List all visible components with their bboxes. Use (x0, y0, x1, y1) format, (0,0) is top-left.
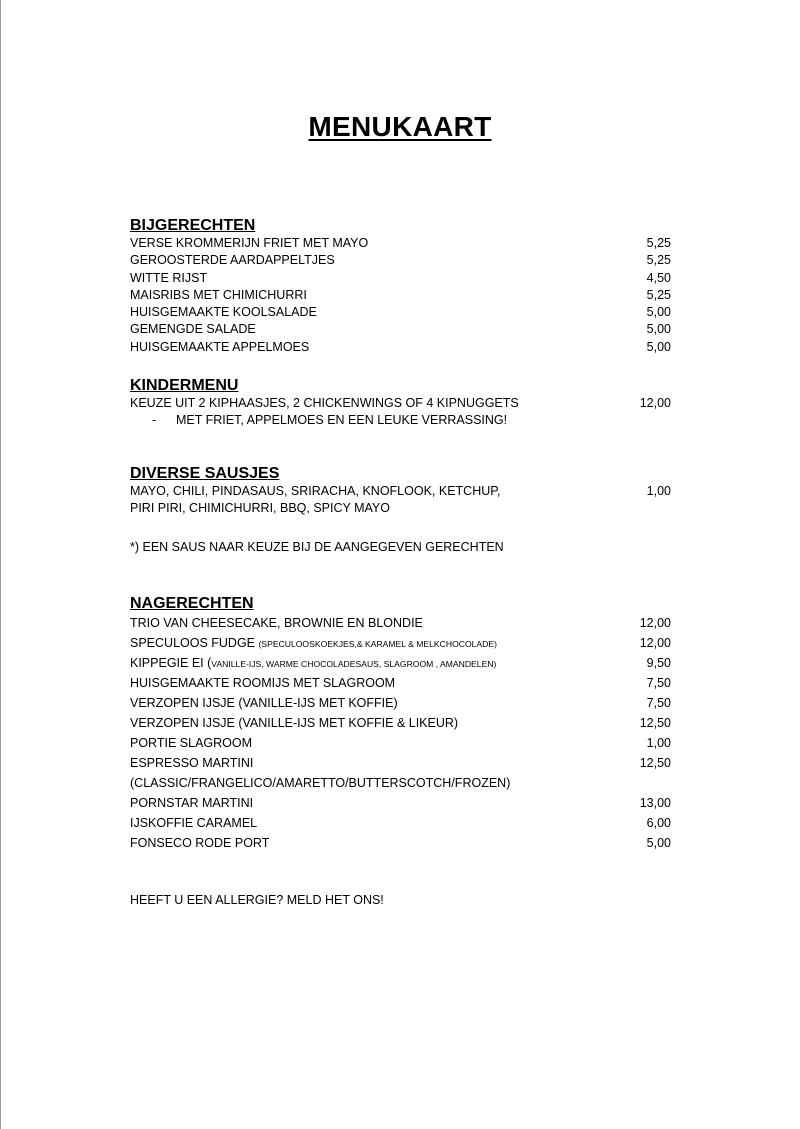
item-name: ESPRESSO MARTINI (130, 756, 254, 770)
menu-item (130, 252, 675, 269)
item-detail: VANILLE-IJS, WARME CHOCOLADESAUS, SLAGROOM , AMANDELEN) (211, 659, 497, 669)
menu-item (130, 713, 675, 733)
menu-item (130, 693, 675, 713)
menu-item (130, 833, 675, 853)
menu-item (130, 633, 675, 653)
item-price: 7,50 (646, 676, 671, 690)
item-price: 1,00 (646, 484, 671, 498)
allergy-notice: HEEFT U EEN ALLERGIE? MELD HET ONS! (130, 893, 384, 907)
item-name: GEROOSTERDE AARDAPPELTJES (130, 253, 335, 268)
item-price: 9,50 (646, 656, 671, 670)
item-name: SPECULOOS FUDGE (130, 636, 259, 650)
item-price: 12,00 (639, 636, 671, 650)
menu-item (130, 773, 675, 793)
section-bijgerechten (130, 217, 675, 356)
section-kindermenu (130, 377, 675, 430)
item-price: 5,00 (646, 322, 671, 337)
menu-item (130, 235, 675, 252)
menu-item (130, 653, 675, 673)
section-heading: NAGERECHTEN (130, 595, 254, 612)
item-name: KEUZE UIT 2 KIPHAASJES, 2 CHICKENWINGS OF 4 KIPNUGGETS (130, 396, 519, 410)
menu-item (130, 483, 675, 500)
menu-item (130, 395, 675, 412)
sauzen-line-2-row (130, 500, 675, 517)
item-price: 6,00 (646, 816, 671, 830)
section-heading: BIJGERECHTEN (130, 217, 256, 234)
item-price: 5,25 (646, 253, 671, 268)
sauzen-line-1: MAYO, CHILI, PINDASAUS, SRIRACHA, KNOFLOOK, KETCHUP, (130, 484, 501, 498)
menu-item (130, 673, 675, 693)
item-price: 12,00 (639, 616, 671, 630)
item-name: IJSKOFFIE CARAMEL (130, 816, 258, 830)
menu-title: MENUKAART (308, 111, 492, 142)
kindermenu-sub-line (130, 412, 675, 429)
dash-bullet: - (152, 413, 157, 428)
item-name: HUISGEMAAKTE ROOMIJS MET SLAGROOM (130, 676, 396, 690)
menu-item (130, 321, 675, 338)
menu-item (130, 613, 675, 633)
item-name: MAISRIBS MET CHIMICHURRI (130, 287, 307, 302)
item-price: 12,00 (639, 396, 671, 410)
item-name: FONSECO RODE PORT (130, 836, 270, 850)
menu-item (130, 733, 675, 753)
item-name: TRIO VAN CHEESECAKE, BROWNIE EN BLONDIE (130, 616, 423, 630)
menu-item (130, 793, 675, 813)
item-price: 4,50 (646, 270, 671, 285)
item-name: WITTE RIJST (130, 270, 208, 285)
nagerechten-list (130, 613, 675, 853)
menu-item (130, 813, 675, 833)
item-price: 7,50 (646, 696, 671, 710)
bijgerechten-list (130, 235, 675, 356)
sauzen-line-2: PIRI PIRI, CHIMICHURRI, BBQ, SPICY MAYO (130, 501, 390, 516)
item-price: 12,50 (639, 756, 671, 770)
section-nagerechten (130, 595, 675, 853)
item-name: VERZOPEN IJSJE (VANILLE-IJS MET KOFFIE & LIKEUR) (130, 716, 459, 730)
item-name: HUISGEMAAKTE APPELMOES (130, 339, 310, 354)
page-border (0, 0, 1, 1129)
item-name: VERSE KROMMERIJN FRIET MET MAYO (130, 236, 369, 250)
item-name: PORNSTAR MARTINI (130, 796, 254, 810)
item-price: 13,00 (639, 796, 671, 810)
item-price: 1,00 (646, 736, 671, 750)
item-name: KIPPEGIE EI ( (130, 656, 212, 670)
menu-item (130, 753, 675, 773)
item-name: VERZOPEN IJSJE (VANILLE-IJS MET KOFFIE) (130, 696, 398, 710)
item-name: (CLASSIC/FRANGELICO/AMARETTO/BUTTERSCOTCH/FROZEN) (130, 776, 511, 790)
item-price: 5,25 (646, 287, 671, 302)
section-heading: KINDERMENU (130, 377, 239, 394)
item-price: 5,25 (646, 236, 671, 250)
menu-item (130, 270, 675, 287)
menu-item (130, 287, 675, 304)
section-sausjes (130, 465, 675, 518)
item-name: HUISGEMAAKTE KOOLSALADE (130, 305, 317, 320)
menu-item (130, 304, 675, 321)
sauce-note: *) EEN SAUS NAAR KEUZE BIJ DE AANGEGEVEN GERECHTEN (130, 540, 504, 554)
item-name: PORTIE SLAGROOM (130, 736, 253, 750)
item-price: 12,50 (639, 716, 671, 730)
section-heading: DIVERSE SAUSJES (130, 465, 280, 482)
item-detail: (SPECULOOSKOEKJES,& KARAMEL & MELKCHOCOLADE) (258, 639, 497, 649)
kindermenu-sub-text: MET FRIET, APPELMOES EN EEN LEUKE VERRASSING! (176, 413, 508, 428)
item-price: 5,00 (646, 305, 671, 320)
item-price: 5,00 (646, 339, 671, 354)
menu-item (130, 339, 675, 356)
item-price: 5,00 (646, 836, 671, 850)
item-name: GEMENGDE SALADE (130, 322, 256, 337)
